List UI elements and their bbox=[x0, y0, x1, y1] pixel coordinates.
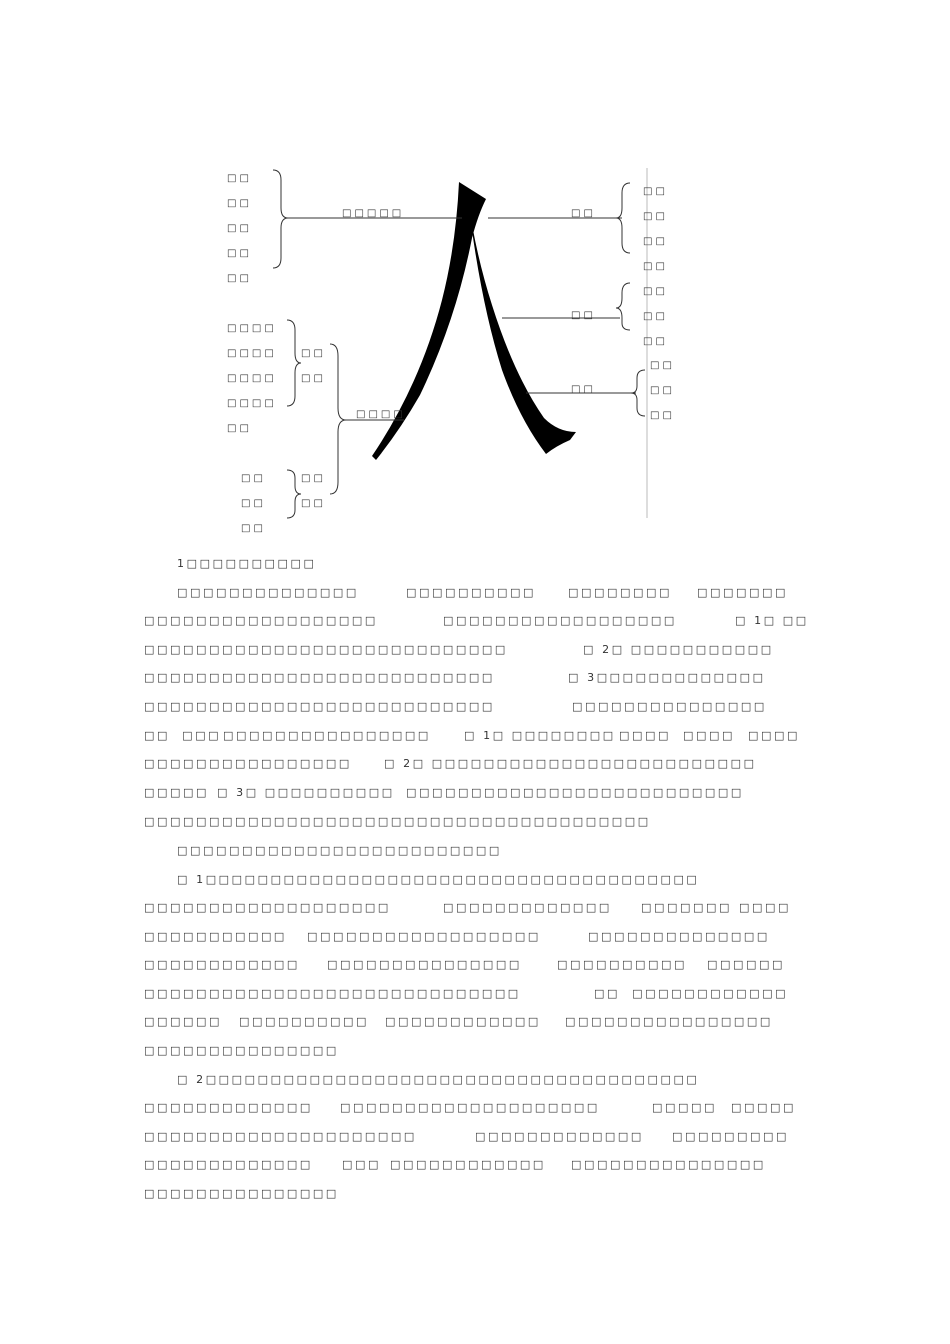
right-top-item: □□ bbox=[643, 236, 668, 247]
text-segment: □□□□□□□□□□□□□□□ bbox=[572, 700, 767, 713]
left-mid-sub: □□ bbox=[301, 348, 326, 359]
text-segment: □□□□□□□□□□□□□□□ bbox=[144, 1187, 339, 1200]
text-segment: □□ □□□□□□□□□□□□ bbox=[594, 987, 789, 1000]
text-segment: □□□□□□□□□□□□□□□□□□□□□□□□□□□□□□□□□□□□□□□ bbox=[144, 815, 651, 828]
text-segment: □□□□□□□ bbox=[641, 901, 732, 914]
text-segment: □□□□□ bbox=[144, 786, 209, 799]
text-segment: □□□□□□□□□□□□□□□□ bbox=[565, 1015, 773, 1028]
text-segment: □ 1□□□□□□□□□□□□□□□□□□□□□□□□□□□□□□□□□□□□□□ bbox=[177, 873, 700, 886]
text-segment: □□□□□□□□□□□□□□ bbox=[177, 586, 359, 599]
text-segment: □□□□□□□□□□□□ bbox=[385, 1015, 541, 1028]
text-segment: □□□□□□□□□□□□□□□□□□□□□□□□□□ bbox=[406, 786, 744, 799]
text-segment: □□□□ bbox=[619, 729, 671, 742]
text-segment: □□□□□□□□□□□□□□□□□□□□□□□□□ bbox=[177, 844, 502, 857]
text-segment: □□□□□□□□□□□□□□□□□□ bbox=[307, 930, 541, 943]
left-top-item: □□ bbox=[227, 248, 252, 259]
text-segment: □□□□ bbox=[683, 729, 735, 742]
text-segment: □□□□□□□□□□□□□□□□□□□ bbox=[144, 901, 391, 914]
text-segment: □ 3□□□□□□□□□□□□□ bbox=[568, 671, 766, 684]
text-segment: □□□□□□□□□□□□□□□□□□□□□ bbox=[144, 1130, 417, 1143]
left-top-item: □□ bbox=[227, 273, 252, 284]
text-segment: □□□□□□□□□□□□□□□□ bbox=[223, 729, 431, 742]
right-low-branch-label: □□ bbox=[571, 384, 596, 395]
text-segment: □□□ bbox=[342, 1158, 381, 1171]
text-segment: □□□□□□□ bbox=[697, 586, 788, 599]
text-segment: □□□□□□□□□□□□□□□□□□□□□□□□□□□ bbox=[144, 671, 495, 684]
right-low-item: □□ bbox=[650, 360, 675, 371]
text-segment: □□□□□ bbox=[652, 1101, 717, 1114]
left-root-branch-label: □□□□ bbox=[356, 409, 406, 420]
text-segment: □□□□□□□□□ bbox=[672, 1130, 789, 1143]
left-low-sub: □□ bbox=[301, 498, 326, 509]
text-segment: □□□□□□□□□□□□□□□□□□ bbox=[443, 614, 677, 627]
left-top-branch-label: □□□□□ bbox=[342, 208, 405, 219]
right-low-item: □□ bbox=[650, 410, 675, 421]
text-segment: □□□□□□□□□□□□□□□ bbox=[144, 1044, 339, 1057]
left-top-item: □□ bbox=[227, 173, 252, 184]
text-segment: □□□□□□□□□□□□□□□□□□□□□□□□□□□□□ bbox=[144, 987, 521, 1000]
left-low-item: □□ bbox=[241, 523, 266, 534]
text-segment: □ 2□ □□□□□□□□□□□□□□□□□□□□□□□□□ bbox=[384, 757, 757, 770]
text-segment: □□□□□□ bbox=[144, 1015, 222, 1028]
left-low-sub: □□ bbox=[301, 473, 326, 484]
left-top-item: □□ bbox=[227, 223, 252, 234]
left-mid-sub: □□ bbox=[301, 373, 326, 384]
left-mid-item: □□□□ bbox=[227, 398, 277, 409]
text-segment: □□□□□□□□□□□□□ bbox=[144, 1101, 313, 1114]
right-top-branch-label: □□ bbox=[571, 208, 596, 219]
text-segment: □ 2□ □□□□□□□□□□□ bbox=[583, 643, 774, 656]
left-top-item: □□ bbox=[227, 198, 252, 209]
right-top-item: □□ bbox=[643, 261, 668, 272]
text-segment: □□□□□□□□□□□□□ bbox=[475, 1130, 644, 1143]
left-mid-item: □□□□ bbox=[227, 373, 277, 384]
left-mid-item: □□□□ bbox=[227, 323, 277, 334]
left-mid-item: □□□□ bbox=[227, 348, 277, 359]
left-low-item: □□ bbox=[241, 498, 266, 509]
right-mid-item: □□ bbox=[643, 286, 668, 297]
text-segment: □□□□□□□□□□□□□□□ bbox=[571, 1158, 766, 1171]
text-segment: □ 3□ □□□□□□□□□□ bbox=[217, 786, 395, 799]
left-mid-item: □□ bbox=[227, 423, 252, 434]
text-segment: □□□□□□□□ bbox=[568, 586, 672, 599]
text-segment: □□□□ bbox=[748, 729, 800, 742]
text-segment: □□□□□□□□□□□□□□□□□□ bbox=[144, 614, 378, 627]
text-segment: □□ □□□ bbox=[144, 729, 222, 742]
right-mid-branch-label: □□ bbox=[571, 310, 596, 321]
right-top-item: □□ bbox=[643, 211, 668, 222]
right-low-item: □□ bbox=[650, 385, 675, 396]
text-segment: □□□□□□□□□□□□□□□□□□□□□□□□□□□□ bbox=[144, 643, 508, 656]
text-segment: □□□□□ bbox=[731, 1101, 796, 1114]
left-low-item: □□ bbox=[241, 473, 266, 484]
text-segment: □□□□□□□□□□□□□ bbox=[443, 901, 612, 914]
text-segment: □ 1□ □□□□□□□□ bbox=[464, 729, 616, 742]
text-segment: □□□□□□□□□□□□□□□□□□□□□□□□□□□ bbox=[144, 700, 495, 713]
text-segment: □□□□□□□□□□□□ bbox=[144, 958, 300, 971]
text-segment: □□□□□□□□□□ bbox=[239, 1015, 369, 1028]
text-segment: 1□□□□□□□□□□ bbox=[177, 557, 317, 570]
text-segment: □□□□□□□□□□□ bbox=[144, 930, 287, 943]
text-segment: □□□□□□ bbox=[707, 958, 785, 971]
right-mid-item: □□ bbox=[643, 336, 668, 347]
text-segment: □□□□□□□□□□ bbox=[557, 958, 687, 971]
text-segment: □□□□□□□□□□□□□□□ bbox=[327, 958, 522, 971]
text-segment: □□□□ bbox=[739, 901, 791, 914]
text-segment: □□□□□□□□□□□□□ bbox=[144, 1158, 313, 1171]
text-segment: □□□□□□□□□□□□□□ bbox=[588, 930, 770, 943]
text-segment: □□□□□□□□□□ bbox=[406, 586, 536, 599]
text-segment: □ 1□ □□ bbox=[735, 614, 809, 627]
text-segment: □□□□□□□□□□□□□□□□□□□□ bbox=[340, 1101, 600, 1114]
right-top-item: □□ bbox=[643, 186, 668, 197]
text-segment: □ 2□□□□□□□□□□□□□□□□□□□□□□□□□□□□□□□□□□□□□□ bbox=[177, 1073, 700, 1086]
text-segment: □□□□□□□□□□□□ bbox=[390, 1158, 546, 1171]
text-segment: □□□□□□□□□□□□□□□□ bbox=[144, 757, 352, 770]
right-mid-item: □□ bbox=[643, 311, 668, 322]
